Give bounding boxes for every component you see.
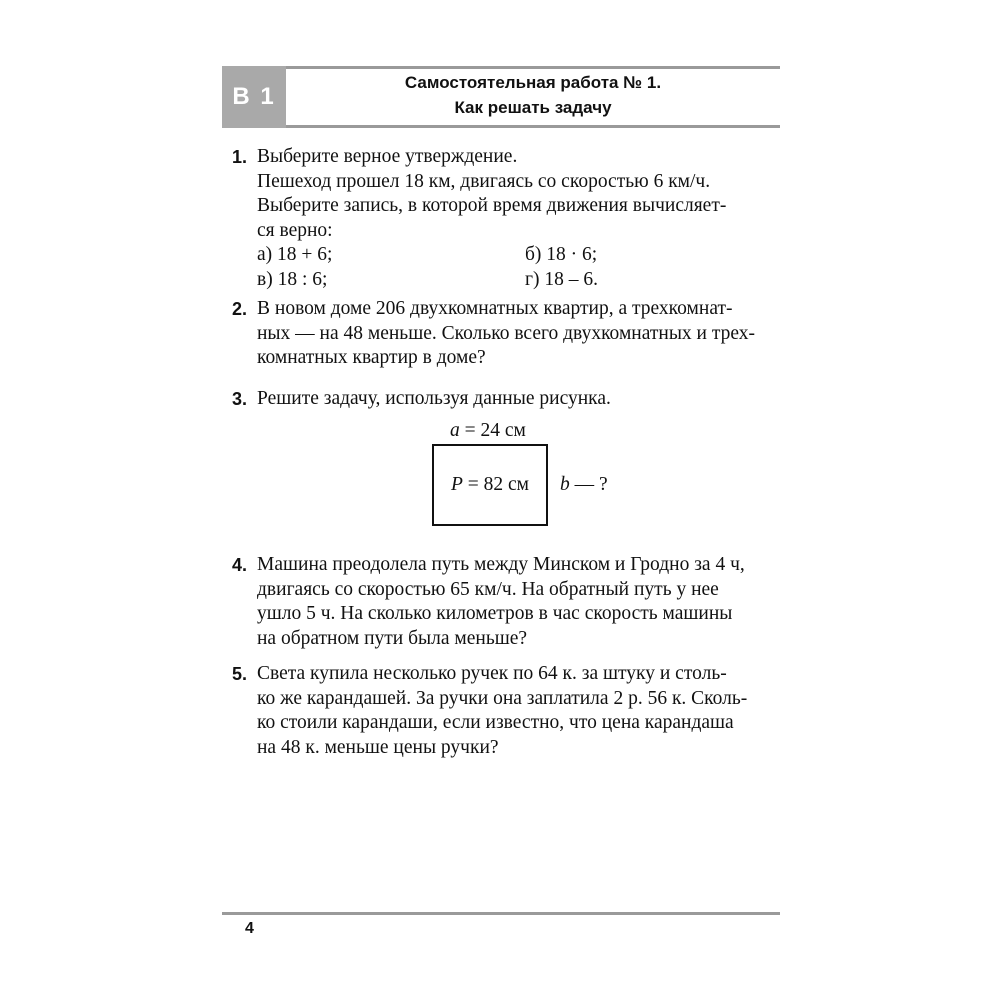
task-line: Решите задачу, используя данные рисунка. <box>257 388 611 409</box>
task-text <box>257 297 792 371</box>
option-a: а) 18 + 6; <box>257 244 333 265</box>
task-line: ся верно: <box>257 219 333 241</box>
answer-options <box>257 243 792 292</box>
task-line: на 48 к. меньше цены ручки? <box>257 736 499 758</box>
task-line: комнатных квартир в доме? <box>257 347 486 368</box>
title-line-2: Как решать задачу <box>454 98 612 117</box>
task-line: ко стоили карандаши, если известно, что цена карандаша <box>257 712 734 733</box>
task-number: 2. <box>232 299 248 319</box>
task-line: В новом доме 206 двухкомнатных квартир, а трехкомнат- <box>257 298 733 319</box>
task-text <box>257 145 792 292</box>
option-v: в) 18 : 6; <box>257 268 328 290</box>
header-rule-bottom <box>222 125 780 128</box>
task-number: 1. <box>232 147 248 167</box>
variant-badge: В 1 <box>222 66 286 128</box>
task-text <box>257 662 792 760</box>
title-line-1: Самостоятельная работа № 1. <box>404 73 662 92</box>
task-line: двигаясь со скоростью 65 км/ч. На обратный путь у нее <box>257 578 719 600</box>
task-text <box>257 553 792 651</box>
task-line: Света купила несколько ручек по 64 к. за штуку и столь- <box>257 663 727 684</box>
task-line: на обратном пути была меньше? <box>257 627 528 649</box>
task-text <box>257 387 792 412</box>
side-b-label: b — ? <box>560 474 608 495</box>
task-line: Машина преодолела путь между Минском и Гродно за 4 ч, <box>257 554 745 575</box>
option-b: б) 18 · 6; <box>525 244 598 265</box>
task-line: Выберите верное утверждение. <box>257 146 518 167</box>
page-header <box>222 66 780 128</box>
task-number: 5. <box>232 664 248 684</box>
option-g: г) 18 – 6. <box>525 268 598 290</box>
task-line: ко же карандашей. За ручки она заплатила 2 р. 56 к. Сколь- <box>257 687 748 709</box>
task-line: Пешеход прошел 18 км, двигаясь со скоростью 6 км/ч. <box>257 170 711 192</box>
rectangle-figure <box>420 420 640 535</box>
page-title <box>286 70 780 120</box>
header-rule-top <box>222 66 780 69</box>
task-number: 3. <box>232 389 248 409</box>
perimeter-label: P = 82 см <box>450 474 530 495</box>
page-number: 4 <box>245 920 254 937</box>
task-number: 4. <box>232 555 248 575</box>
task-line: Выберите запись, в которой время движения вычисляет- <box>257 195 727 216</box>
task-line: ных — на 48 меньше. Сколько всего двухкомнатных и трех- <box>257 322 756 344</box>
footer-rule <box>222 912 780 915</box>
task-line: ушло 5 ч. На сколько километров в час скорость машины <box>257 603 733 624</box>
side-a-label: a = 24 см <box>450 420 526 441</box>
